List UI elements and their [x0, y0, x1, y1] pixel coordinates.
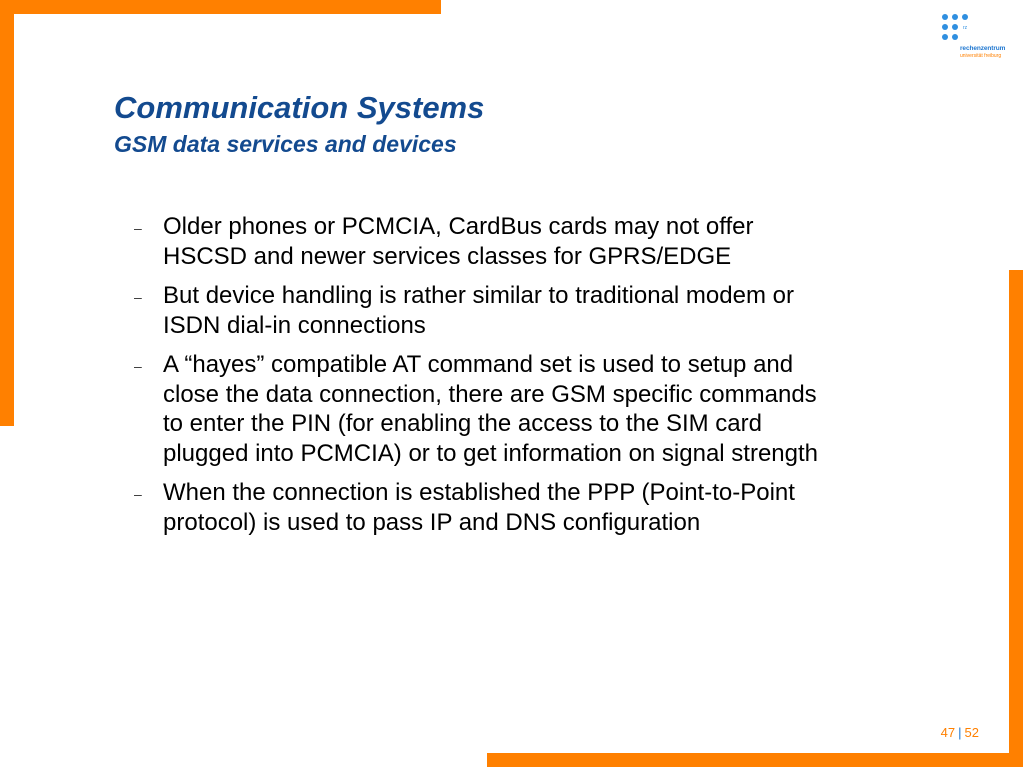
bullet-text-line: ISDN dial-in connections — [163, 311, 426, 339]
bullet-item — [134, 212, 974, 271]
bullet-list — [134, 212, 974, 547]
logo-name: rechenzentrum — [960, 45, 1006, 52]
page-current: 47 — [940, 725, 956, 740]
bullet-text-line: But device handling is rather similar to traditional modem or — [163, 282, 794, 309]
bullet-text-line: A “hayes” compatible AT command set is used to setup and — [163, 351, 794, 378]
bullet-text-line: Older phones or PCMCIA, CardBus cards may not offer — [163, 213, 754, 240]
page-separator: | — [958, 725, 962, 740]
logo-subtitle: universität freiburg — [960, 53, 1002, 59]
slide-title: Communication Systems — [114, 90, 485, 125]
bullet-marker: – — [134, 289, 142, 305]
university-logo — [938, 14, 1006, 66]
bullet-marker: – — [134, 486, 142, 502]
page-total: 52 — [964, 725, 979, 740]
page-number — [941, 725, 979, 740]
left-accent-bar — [0, 0, 14, 426]
top-accent-bar — [0, 0, 441, 14]
bottom-accent-bar — [487, 753, 1023, 767]
bullet-item — [134, 281, 974, 340]
bullet-marker: – — [134, 358, 142, 374]
bullet-marker: – — [134, 220, 142, 236]
bullet-text-line: HSCSD and newer services classes for GPRS/EDGE — [163, 242, 732, 270]
logo-small-label: rz — [963, 25, 968, 31]
bullet-item — [134, 350, 974, 468]
bullet-text-line: plugged into PCMCIA) or to get information on signal strength — [163, 439, 819, 467]
bullet-item — [134, 478, 974, 537]
bullet-text-line: close the data connection, there are GSM specific commands — [163, 380, 817, 408]
bullet-text-line: to enter the PIN (for enabling the access to the SIM card — [163, 410, 762, 437]
slide-subtitle: GSM data services and devices — [114, 131, 457, 157]
bullet-text-line: protocol) is used to pass IP and DNS configuration — [163, 508, 701, 536]
right-accent-bar — [1009, 270, 1023, 767]
bullet-text-line: When the connection is established the PPP (Point-to-Point — [163, 479, 795, 506]
